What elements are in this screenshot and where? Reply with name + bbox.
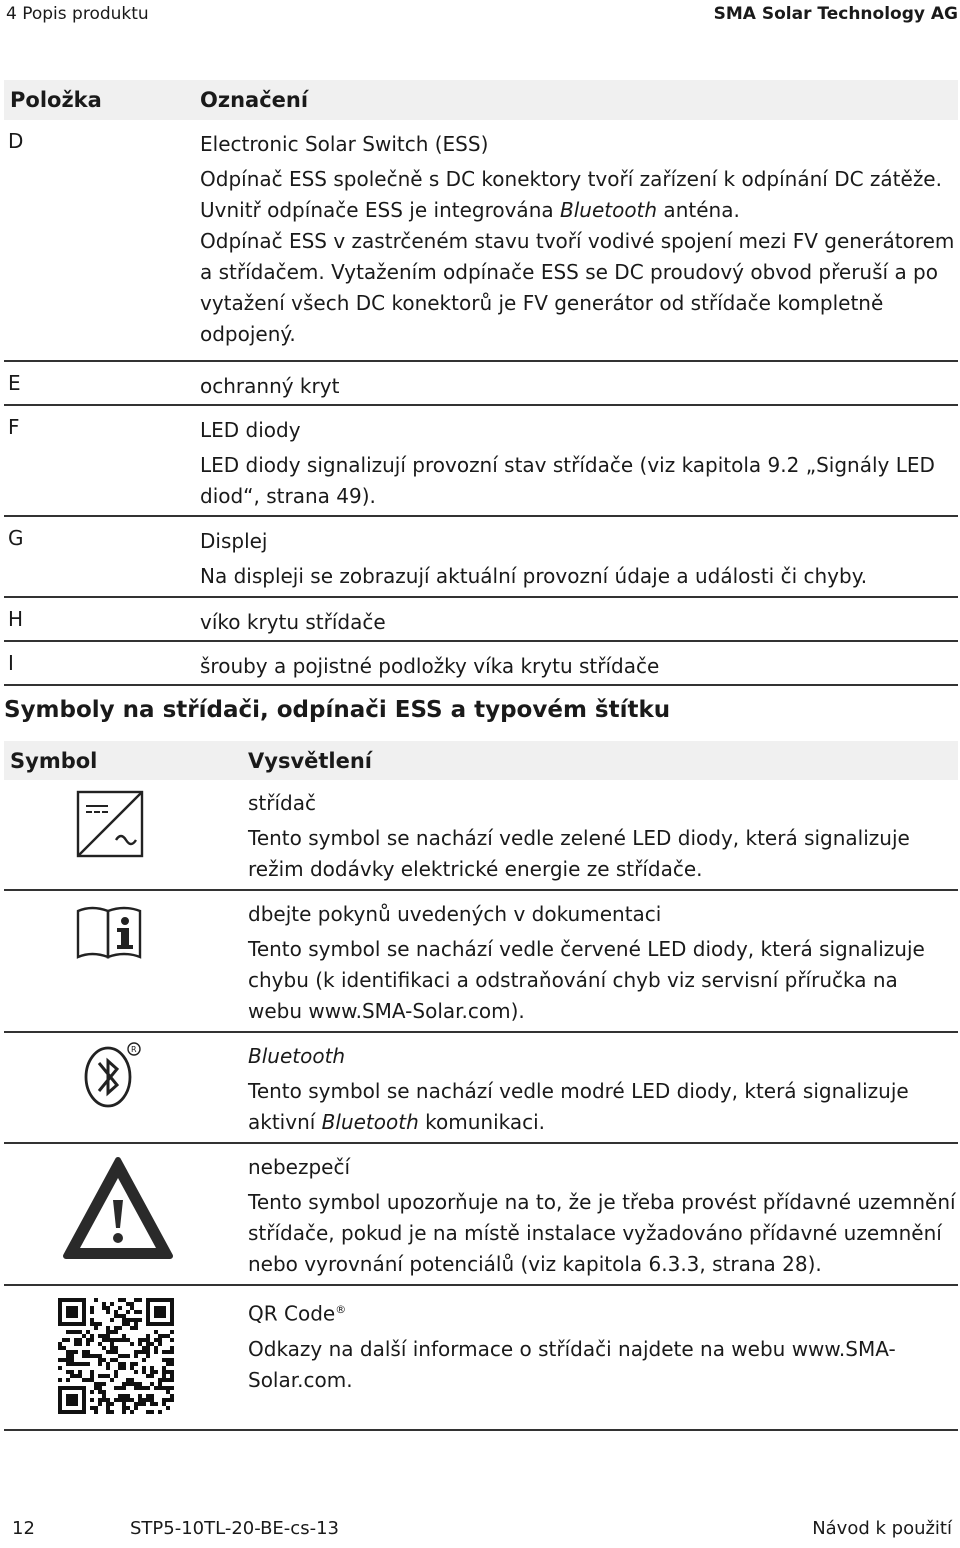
company-name: SMA Solar Technology AG <box>713 4 958 24</box>
row-title: nebezpečí <box>248 1155 351 1179</box>
row-description: Tento symbol se nachází vedle modré LED diody, která signalizuje aktivní Bluetooth komunikaci. <box>248 1079 909 1134</box>
components-table <box>4 80 958 686</box>
table-header <box>4 741 958 780</box>
row-description: Tento symbol upozorňuje na to, že je třeba provést přídavné uzemnění střídače, pokud je na místě instalace vyžadováno přídavné uzemnění nebo vyrovnání potenciálů (viz kapitola 6.3.3, strana 28). <box>248 1190 956 1276</box>
row-key: G <box>8 526 24 550</box>
table-row <box>4 642 958 686</box>
manual-info-icon <box>44 899 194 1019</box>
qr-code-icon <box>44 1296 194 1416</box>
row-description: Odpínač ESS společně s DC konektory tvoří zařízení k odpínání DC zátěže. <box>200 167 942 191</box>
table-row <box>4 1144 958 1286</box>
table-header <box>4 80 958 120</box>
table-row <box>4 780 958 891</box>
row-key: I <box>8 651 14 675</box>
symbols-table <box>4 741 958 1431</box>
bluetooth-icon <box>44 1041 194 1161</box>
row-key: E <box>8 371 21 395</box>
row-title: ochranný kryt <box>200 374 340 398</box>
table-row <box>4 517 958 598</box>
row-key: F <box>8 415 20 439</box>
table-row <box>4 891 958 1033</box>
column-header-symbol: Symbol <box>10 749 98 773</box>
row-title: Displej <box>200 529 268 553</box>
warning-icon <box>44 1152 194 1272</box>
row-title: Electronic Solar Switch (ESS) <box>200 132 489 156</box>
row-title: víko krytu střídače <box>200 610 386 634</box>
inverter-icon <box>44 788 194 908</box>
row-title: střídač <box>248 791 316 815</box>
row-title: LED diody <box>200 418 301 442</box>
page-header <box>6 4 958 26</box>
section-label: 4 Popis produktu <box>6 4 149 24</box>
table-row <box>4 406 958 517</box>
row-description: Odpínač ESS v zastrčeném stavu tvoří vodivé spojení mezi FV generátorem a střídačem. Vytažením odpínače ESS se DC proudový obvod přeruší a po vytažení všech DC konektorů je FV generátor od střídače kompletně odpojený. <box>200 229 955 346</box>
column-header-explanation: Vysvětlení <box>248 749 373 773</box>
row-key: H <box>8 607 24 631</box>
row-description: Tento symbol se nachází vedle červené LED diody, která signalizuje chybu (k identifikaci a odstraňování chyb viz servisní příručka na webu www.SMA-Solar.com). <box>248 937 925 1023</box>
row-description: LED diody signalizují provozní stav střídače (viz kapitola 9.2 „Signály LED diod“, strana 49). <box>200 453 935 508</box>
table-row <box>4 1033 958 1144</box>
table-row <box>4 120 958 362</box>
table-row <box>4 1286 958 1431</box>
page-number: 12 <box>12 1518 35 1539</box>
column-header-item: Položka <box>10 88 102 112</box>
document-id: STP5-10TL-20-BE-cs-13 <box>130 1518 339 1539</box>
table-row <box>4 598 958 642</box>
row-description: Tento symbol se nachází vedle zelené LED diody, která signalizuje režim dodávky elektrické energie ze střídače. <box>248 826 910 881</box>
row-title: šrouby a pojistné podložky víka krytu střídače <box>200 654 660 678</box>
section-title: Symboly na střídači, odpínači ESS a typovém štítku <box>4 697 671 723</box>
row-description: Uvnitř odpínače ESS je integrována Bluetooth anténa. <box>200 198 740 222</box>
row-key: D <box>8 129 24 153</box>
row-description: Odkazy na další informace o střídači najdete na webu www.SMA-Solar.com. <box>248 1336 896 1392</box>
row-title: dbejte pokynů uvedených v dokumentaci <box>248 902 662 926</box>
column-header-name: Označení <box>200 88 309 112</box>
svg-text:R: R <box>131 1045 137 1054</box>
row-title: QR Code® <box>248 1301 347 1326</box>
table-row <box>4 362 958 406</box>
row-title: Bluetooth <box>248 1044 346 1068</box>
row-description: Na displeji se zobrazují aktuální provozní údaje a události či chyby. <box>200 564 868 588</box>
document-type: Návod k použití <box>812 1518 952 1539</box>
page-footer <box>12 1518 952 1542</box>
